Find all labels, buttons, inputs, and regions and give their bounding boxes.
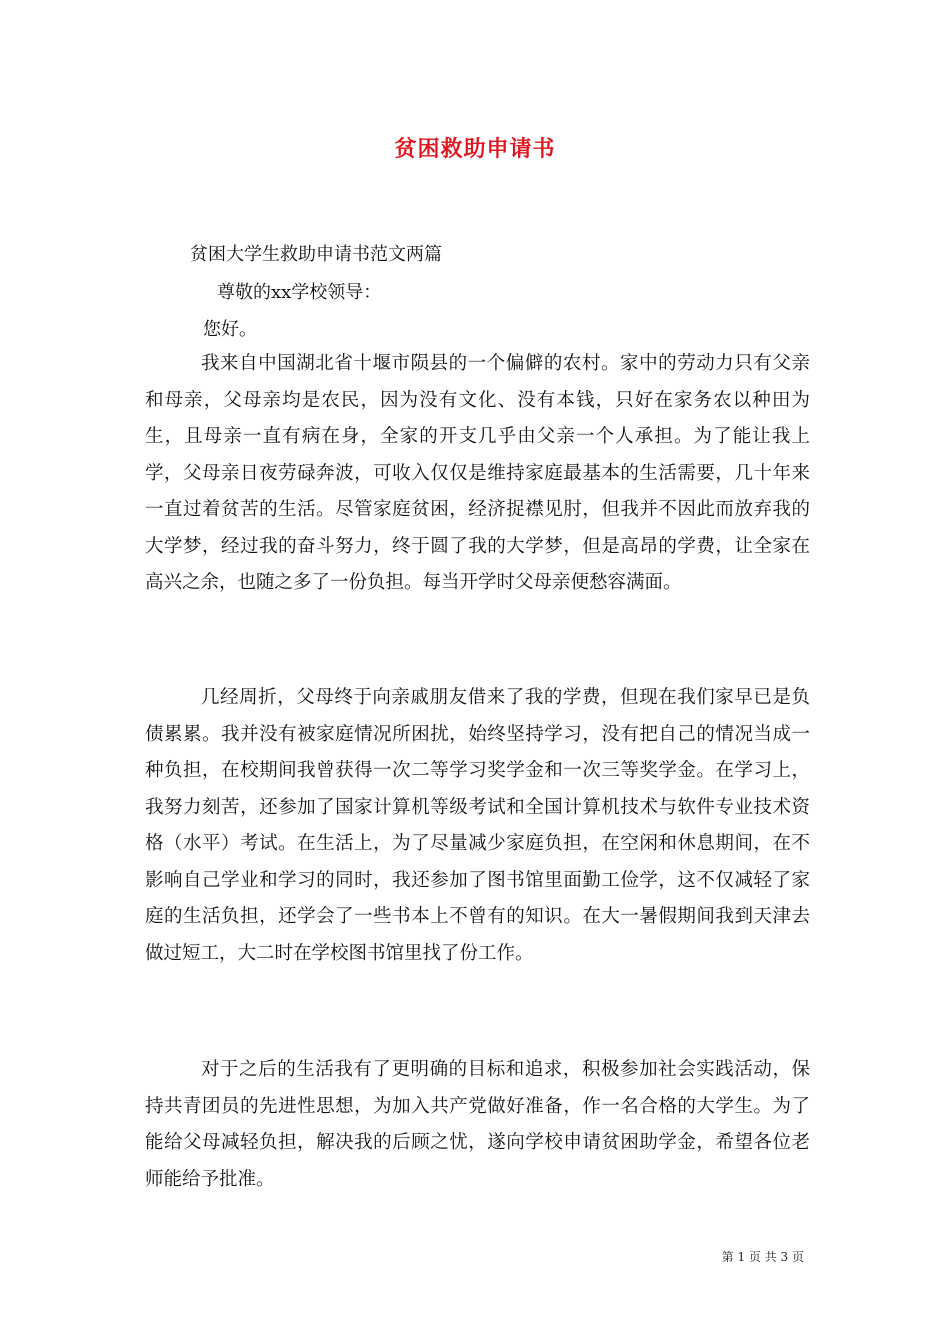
greeting: 您好。 — [203, 319, 257, 340]
body-paragraph: 对于之后的生活我有了更明确的目标和追求，积极参加社会实践活动，保持共青团员的先进性思想，为加入共产党做好准备，作一名合格的大学生。为了能给父母减轻负担，解决我的后顾之忧，遂向学校申请贫困助学金，希望各位老师能给予批准。 — [145, 1059, 810, 1190]
page-number-footer: 第 1 页 共 3 页 — [721, 1250, 804, 1264]
body-paragraph: 我来自中国湖北省十堰市陨县的一个偏僻的农村。家中的劳动力只有父亲和母亲，父母亲均是农民，因为没有文化、没有本钱，只好在家务农以种田为生，且母亲一直有病在身，全家的开支几乎由父亲一个人承担。为了能让我上学，父母亲日夜劳碌奔波，可收入仅仅是维持家庭最基本的生活需要，几十年来一直过着贫苦的生活。尽管家庭贫困，经济捉襟见肘，但我并不因此而放弃我的大学梦，经过我的奋斗努力，终于圆了我的大学梦，但是高昂的学费，让全家在高兴之余，也随之多了一份负担。每当开学时父母亲便愁容满面。 — [145, 353, 810, 593]
body-paragraph: 几经周折，父母终于向亲戚朋友借来了我的学费，但现在我们家早已是负债累累。我并没有被家庭情况所困扰，始终坚持学习，没有把自己的情况当成一种负担，在校期间我曾获得一次二等学习奖学金和一次三等奖学金。在学习上，我努力刻苦，还参加了国家计算机等级考试和全国计算机技术与软件专业技术资格（水平）考试。在生活上，为了尽量减少家庭负担，在空闲和休息期间，在不影响自己学业和学习的同时，我还参加了图书馆里面勤工俭学，这不仅减轻了家庭的生活负担，还学会了一些书本上不曾有的知识。在大一暑假期间我到天津去做过短工，大二时在学校图书馆里找了份工作。 — [145, 687, 810, 964]
salutation: 尊敬的xx学校领导： — [217, 282, 382, 303]
document-title: 贫困救助申请书 — [394, 136, 556, 162]
document-subtitle: 贫困大学生救助申请书范文两篇 — [190, 244, 442, 265]
